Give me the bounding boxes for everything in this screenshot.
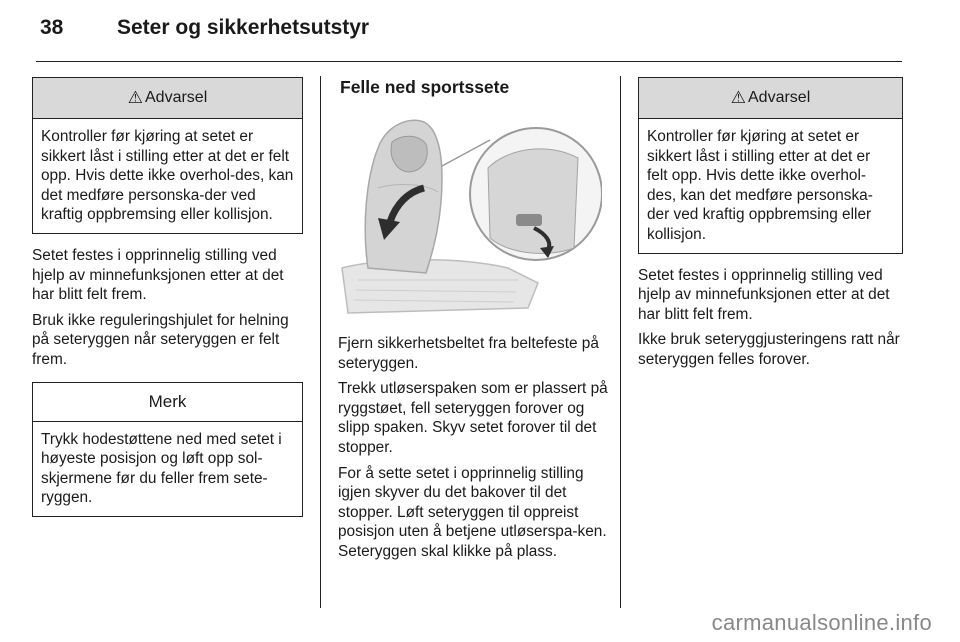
note-box-header: Merk (33, 383, 302, 422)
body-paragraph: Ikke bruk seteryggjusteringens ratt når seteryggen felles forover. (638, 331, 900, 368)
warning-box (638, 77, 903, 254)
column-divider (320, 76, 321, 608)
body-paragraph: Fjern sikkerhetsbeltet fra beltefeste på seteryggen. (338, 335, 599, 372)
body-paragraph: Trekk utløserspaken som er plassert på ryggstøet, fell seteryggen forover og slipp spaken. Skyv setet forover til det stopper. (338, 380, 608, 456)
warning-triangle-icon: ⚠ (730, 88, 746, 107)
body-paragraph: Bruk ikke reguleringshjulet for helning på seteryggen når seteryggen er felt frem. (32, 311, 289, 368)
note-text: Trykk hodestøttene ned med setet i høyeste posisjon og løft opp sol-skjermene før du feller frem sete-ryggen. (41, 430, 282, 507)
column-3 (638, 77, 903, 376)
watermark: carmanualsonline.info (711, 610, 932, 635)
column-2 (338, 77, 608, 568)
body-paragraph: For å sette setet i opprinnelig stilling igjen skyver du det bakover til det stopper. Løft seteryggen til oppreist posisjon uten å betjene utløserspa-ken. Seteryggen skal klikke på plass. (338, 464, 607, 560)
column-divider (620, 76, 621, 608)
header-rule (36, 61, 902, 62)
warning-text: Kontroller før kjøring at setet er sikkert låst i stilling etter at det er felt opp. Hvis dette ikke overhol-des, kan det medføre personska-der ved kraftig oppbremsing eller kollisjon. (647, 128, 873, 243)
note-box (32, 382, 303, 517)
body-paragraph: Setet festes i opprinnelig stilling ved hjelp av minnefunksjonen etter at det har blitt felt frem. (32, 246, 284, 304)
warning-title: Advarsel (748, 89, 811, 106)
seat-fold-figure (338, 108, 602, 318)
section-title: Felle ned sportssete (340, 77, 510, 97)
warning-text: Kontroller før kjøring at setet er sikkert låst i stilling etter at det er felt opp. Hvis dette ikke overhol-des, kan det medføre personska-der ved kraftig oppbremsing eller kollisjon. (41, 128, 294, 224)
page-title: Seter og sikkerhetsutstyr (117, 16, 370, 39)
page-number: 38 (40, 16, 64, 39)
warning-triangle-icon: ⚠ (127, 88, 143, 107)
warning-box-header (639, 78, 902, 119)
body-paragraph: Setet festes i opprinnelig stilling ved hjelp av minnefunksjonen etter at det har blitt felt frem. (638, 266, 890, 323)
warning-box (32, 77, 303, 234)
column-1 (32, 77, 303, 517)
seat-fold-illustration (338, 108, 602, 318)
warning-title: Advarsel (145, 89, 208, 106)
warning-box-header (33, 78, 302, 119)
